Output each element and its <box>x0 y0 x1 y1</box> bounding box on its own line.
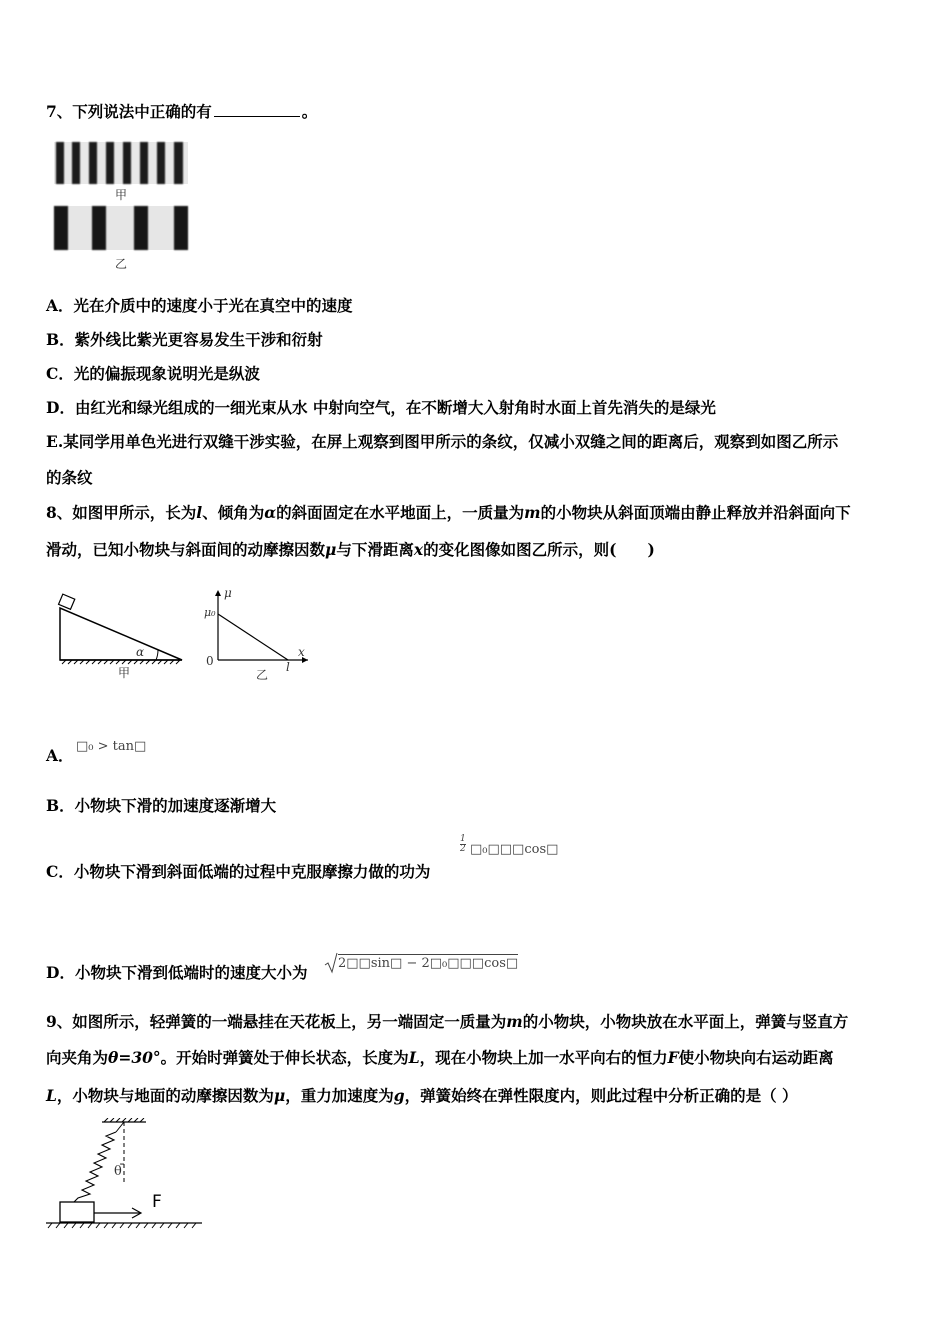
var-L: L <box>408 1048 420 1067</box>
theta-value: θ=30° <box>108 1048 161 1067</box>
q8-stem <box>46 503 851 523</box>
q8-option-a <box>46 746 74 766</box>
q8-stem-part: 的变化图像如图乙所示，则( ) <box>423 540 655 559</box>
q9-stem <box>46 1012 848 1032</box>
q7-stem-end: 。 <box>301 102 318 121</box>
var-mu: μ <box>325 540 337 559</box>
fig-label-yi: 乙 <box>115 257 128 271</box>
q9-stem-part: ，重力加速度为 <box>285 1086 394 1105</box>
force-label: F <box>152 1192 162 1212</box>
q8-stem-line2 <box>46 540 655 560</box>
var-g: g <box>393 1086 405 1105</box>
q8-option-c-fraction <box>460 835 466 854</box>
sqrt-sign <box>324 952 338 974</box>
fraction-numerator: 1 <box>460 834 466 844</box>
fig-label-jia: 甲 <box>115 188 128 202</box>
q8-stem-part: 滑动，已知小物块与斜面间的动摩擦因数 <box>46 540 326 559</box>
q8-option-d: D．小物块下滑到低端时的速度大小为 <box>46 963 308 982</box>
q9-stem-line3 <box>46 1086 798 1106</box>
q9-stem-part: ，现在小物块上加一水平向右的恒力 <box>419 1048 668 1067</box>
q8-option-d-formula <box>324 952 518 974</box>
q9-stem-part: 9、如图所示，轻弹簧的一端悬挂在天花板上，另一端固定一质量为 <box>46 1012 507 1031</box>
var-L: L <box>46 1086 57 1105</box>
q7-fringe-figure <box>52 140 192 272</box>
fig-label-jia: 甲 <box>118 666 131 680</box>
q9-stem-part: 的小物块，小物块放在水平面上，弹簧与竖直方 <box>522 1012 849 1031</box>
q9-stem-part: 。开始时弹簧处于伸长状态，长度为 <box>160 1048 409 1067</box>
var-alpha: α <box>264 503 277 522</box>
axis-label-mu: μ <box>224 586 232 600</box>
spring-block-figure <box>44 1118 206 1234</box>
axis-label-mu0: μ₀ <box>204 606 216 619</box>
q8-stem-part: 8、如图甲所示，长为 <box>46 503 197 522</box>
var-F: F <box>667 1048 679 1067</box>
q8-option-c-formula: □₀□□□cos□ <box>470 842 559 857</box>
q8-stem-part: 、倾角为 <box>202 503 265 522</box>
var-m: m <box>524 503 541 522</box>
q9-stem-line2 <box>46 1048 834 1068</box>
q8-option-a-formula: □₀ > tan□ <box>76 739 147 754</box>
q7-option-a: A．光在介质中的速度小于光在真空中的速度 <box>46 296 353 315</box>
fraction-denominator: 2 <box>460 844 466 854</box>
q9-stem-part: ，小物块与地面的动摩擦因数为 <box>56 1086 274 1105</box>
q8-stem-part: 的斜面固定在水平地面上，一质量为 <box>276 503 525 522</box>
q8-option-c: C．小物块下滑到斜面低端的过程中克服摩擦力做的功为 <box>46 862 431 881</box>
answer-blank <box>214 102 300 117</box>
q7-option-e-cont: 的条纹 <box>46 468 93 487</box>
q7-option-b: B．紫外线比紫光更容易发生干涉和衍射 <box>46 330 323 349</box>
q8-stem-part: 与下滑距离 <box>336 540 414 559</box>
q7-stem <box>46 102 317 122</box>
q7-option-d: D．由红光和绿光组成的一细光束从水 中射向空气，在不断增大入射角时水面上首先消失的是绿光 <box>46 398 716 417</box>
var-l: l <box>196 503 203 522</box>
theta-angle-label: θ <box>114 1164 122 1179</box>
spring-block-diagram <box>44 1118 206 1234</box>
q7-option-c: C．光的偏振现象说明光是纵波 <box>46 364 260 383</box>
q7-option-e: E.某同学用单色光进行双缝干涉实验，在屏上观察到图甲所示的条纹，仅减小双缝之间的距离后，观察到如图乙所示 <box>46 432 839 451</box>
q9-stem-part: 向夹角为 <box>46 1048 109 1067</box>
incline-angle-label: α <box>136 645 145 659</box>
axis-label-origin: 0 <box>206 654 214 668</box>
fringe-pattern-image <box>52 140 192 272</box>
axis-label-x: x <box>298 645 305 659</box>
q9-stem-part: 使小物块向右运动距离 <box>678 1048 834 1067</box>
var-mu: μ <box>273 1086 286 1105</box>
var-m: m <box>506 1012 523 1031</box>
fig-label-yi: 乙 <box>256 668 269 682</box>
option-label: A． <box>46 746 74 765</box>
q7-stem-text: 7、下列说法中正确的有 <box>46 102 212 121</box>
sqrt-radicand: 2□□sin□ − 2□₀□□□cos□ <box>338 955 519 971</box>
q8-stem-part: 的小物块从斜面顶端由静止释放并沿斜面向下 <box>540 503 851 522</box>
var-x: x <box>413 540 424 559</box>
axis-label-l: l <box>286 660 290 674</box>
q8-option-b: B．小物块下滑的加速度逐渐增大 <box>46 796 277 815</box>
q9-stem-part: ，弹簧始终在弹性限度内，则此过程中分析正确的是（ ） <box>404 1086 798 1105</box>
